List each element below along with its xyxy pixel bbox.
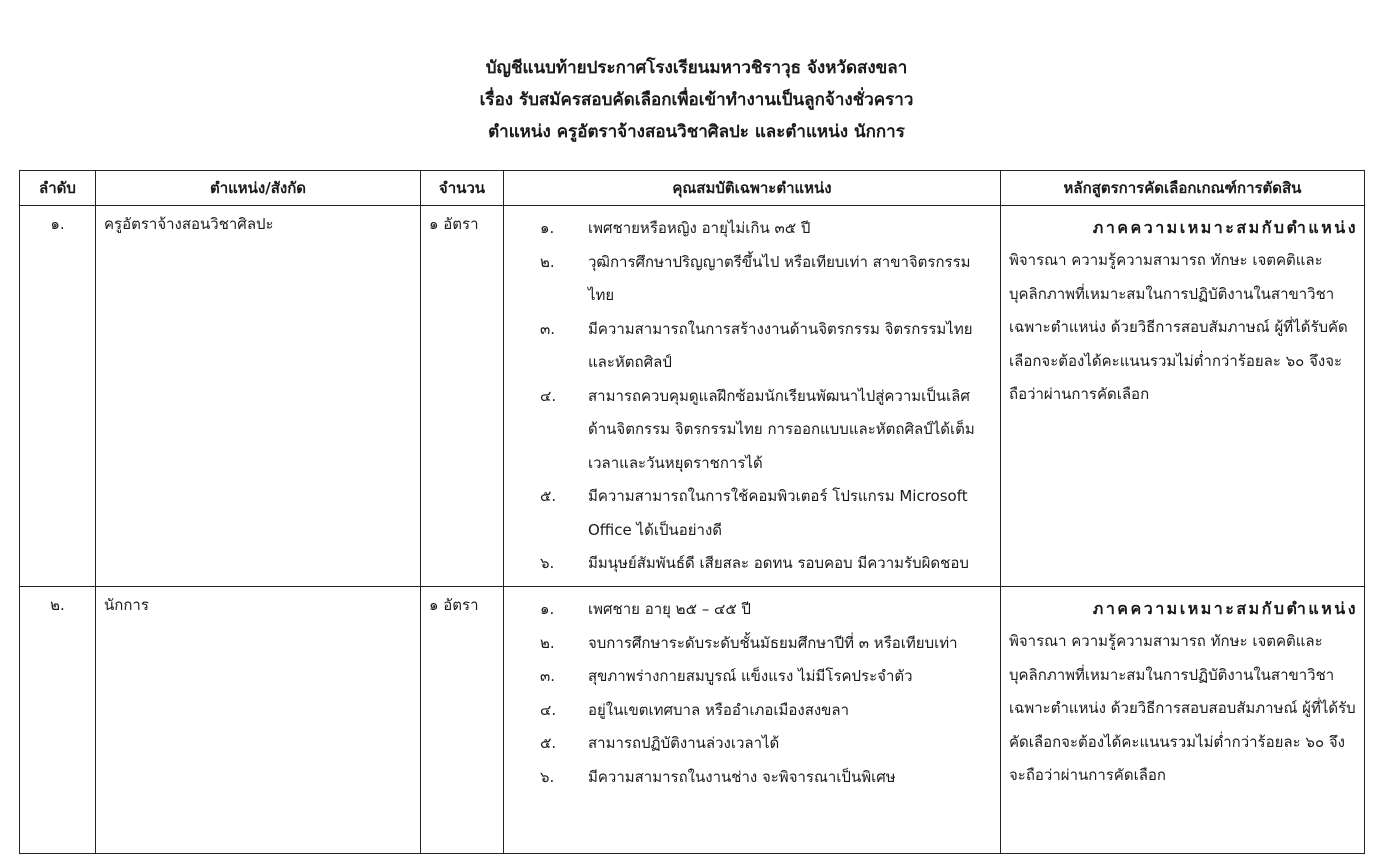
qualification-number: ๓. [540, 667, 556, 685]
qualification-item [512, 727, 994, 761]
row-position: นักการ [96, 587, 421, 854]
criteria-title: ภาคความเหมาะสมกับตำแหน่ง [1092, 599, 1358, 618]
criteria-text: พิจารณา ความรู้ความสามารถ ทักษะ เจตคติและบุคลิกภาพที่เหมาะสมในการปฏิบัติงานในสาขาวิชาเฉพาะตำแหน่ง ด้วยวิธีการสอบสัมภาษณ์ ผู้ที่ได้รับคัดเลือกจะต้องได้คะแนนรวมไม่ต่ำกว่าร้อยละ ๖๐ จึงจะถือว่าผ่านการคัดเลือก [1009, 251, 1348, 403]
row-qualifications [504, 206, 1001, 587]
qualification-text: วุฒิการศึกษาปริญญาตรีขึ้นไป หรือเทียบเท่า สาขาจิตรกรรมไทย [588, 252, 971, 304]
qualification-number: ๖. [540, 767, 555, 786]
row-number: ๒. [20, 587, 96, 854]
qualification-text: สามารถควบคุมดูแลฝึกซ้อมนักเรียนพัฒนาไปสู่ความเป็นเลิศ ด้านจิตกรรม จิตรกรรมไทย การออกแบบและหัตถศิลป์ได้เต็มเวลาและวันหยุดราชการได้ [588, 386, 975, 472]
qualification-text: มีความสามารถในการสร้างงานด้านจิตรกรรม จิตรกรรมไทย และหัตถศิลป์ [588, 319, 973, 371]
qualification-list [512, 593, 994, 794]
table-row [20, 206, 1365, 587]
qualification-text: สุขภาพร่างกายสมบูรณ์ แข็งแรง ไม่มีโรคประจำตัว [588, 667, 913, 685]
col-header-count: จำนวน [421, 171, 504, 206]
positions-table [19, 170, 1365, 854]
qualification-number: ๒. [540, 633, 555, 652]
qualification-number: ๒. [540, 252, 555, 271]
qualification-number: ๓. [540, 319, 556, 338]
col-header-no: ลำดับ [20, 171, 96, 206]
qualification-item [512, 593, 994, 627]
row-count: ๑ อัตรา [421, 587, 504, 854]
qualification-text: เพศชาย อายุ ๒๕ – ๔๕ ปี [588, 600, 751, 618]
qualification-text: อยู่ในเขตเทศบาล หรืออำเภอเมืองสงขลา [588, 700, 850, 719]
qualification-number: ๕. [540, 487, 557, 505]
qualification-text: มีความสามารถในการใช้คอมพิวเตอร์ โปรแกรม Microsoft Office ได้เป็นอย่างดี [588, 487, 968, 539]
qualification-item [512, 547, 994, 581]
qualification-text: มีมนุษย์สัมพันธ์ดี เสียสละ อดทน รอบคอบ มีความรับผิดชอบ [588, 554, 969, 572]
qualification-item [512, 694, 994, 728]
criteria-text: พิจารณา ความรู้ความสามารถ ทักษะ เจตคติและบุคลิกภาพที่เหมาะสมในการปฏิบัติงานในสาขาวิชาเฉพาะตำแหน่ง ด้วยวิธีการสอบสอบสัมภาษณ์ ผู้ที่ได้รับคัดเลือกจะต้องได้คะแนนรวมไม่ต่ำกว่าร้อยละ ๖๐ จึงจะถือว่าผ่านการคัดเลือก [1009, 632, 1356, 784]
qualification-item [512, 761, 994, 795]
header-line-2: เรื่อง รับสมัครสอบคัดเลือกเพื่อเข้าทำงานเป็นลูกจ้างชั่วคราว [479, 90, 914, 110]
table-header-row [20, 171, 1365, 206]
qualification-item [512, 212, 994, 246]
col-header-position: ตำแหน่ง/สังกัด [96, 171, 421, 206]
qualification-item [512, 627, 994, 661]
qualification-item [512, 246, 994, 313]
col-header-qualifications: คุณสมบัติเฉพาะตำแหน่ง [504, 171, 1001, 206]
qualification-number: ๑. [540, 600, 555, 618]
qualification-number: ๑. [540, 219, 555, 237]
row-criteria [1001, 206, 1365, 587]
document-header [0, 52, 1393, 148]
row-qualifications [504, 587, 1001, 854]
qualification-item [512, 313, 994, 380]
qualification-text: สามารถปฏิบัติงานล่วงเวลาได้ [588, 734, 780, 752]
qualification-item [512, 480, 994, 547]
qualification-number: ๕. [540, 734, 557, 752]
qualification-list [512, 212, 994, 581]
row-number: ๑. [20, 206, 96, 587]
qualification-text: มีความสามารถในงานช่าง จะพิจารณาเป็นพิเศษ [588, 767, 896, 786]
table-row [20, 587, 1365, 854]
row-criteria [1001, 587, 1365, 854]
header-line-3: ตำแหน่ง ครูอัตราจ้างสอนวิชาศิลปะ และตำแหน่ง นักการ [488, 122, 905, 142]
header-line-1: บัญชีแนบท้ายประกาศโรงเรียนมหาวชิราวุธ จังหวัดสงขลา [485, 58, 908, 78]
qualification-item [512, 380, 994, 481]
col-header-criteria: หลักสูตรการคัดเลือกเกณฑ์การตัดสิน [1001, 171, 1365, 206]
qualification-number: ๔. [540, 700, 557, 719]
qualification-text: จบการศึกษาระดับระดับชั้นมัธยมศึกษาปีที่ ๓ หรือเทียบเท่า [588, 633, 958, 652]
qualification-text: เพศชายหรือหญิง อายุไม่เกิน ๓๕ ปี [588, 219, 811, 237]
row-position: ครูอัตราจ้างสอนวิชาศิลปะ [96, 206, 421, 587]
criteria-title: ภาคความเหมาะสมกับตำแหน่ง [1092, 218, 1358, 237]
qualification-number: ๔. [540, 386, 557, 405]
qualification-number: ๖. [540, 554, 555, 572]
qualification-item [512, 660, 994, 694]
row-count: ๑ อัตรา [421, 206, 504, 587]
